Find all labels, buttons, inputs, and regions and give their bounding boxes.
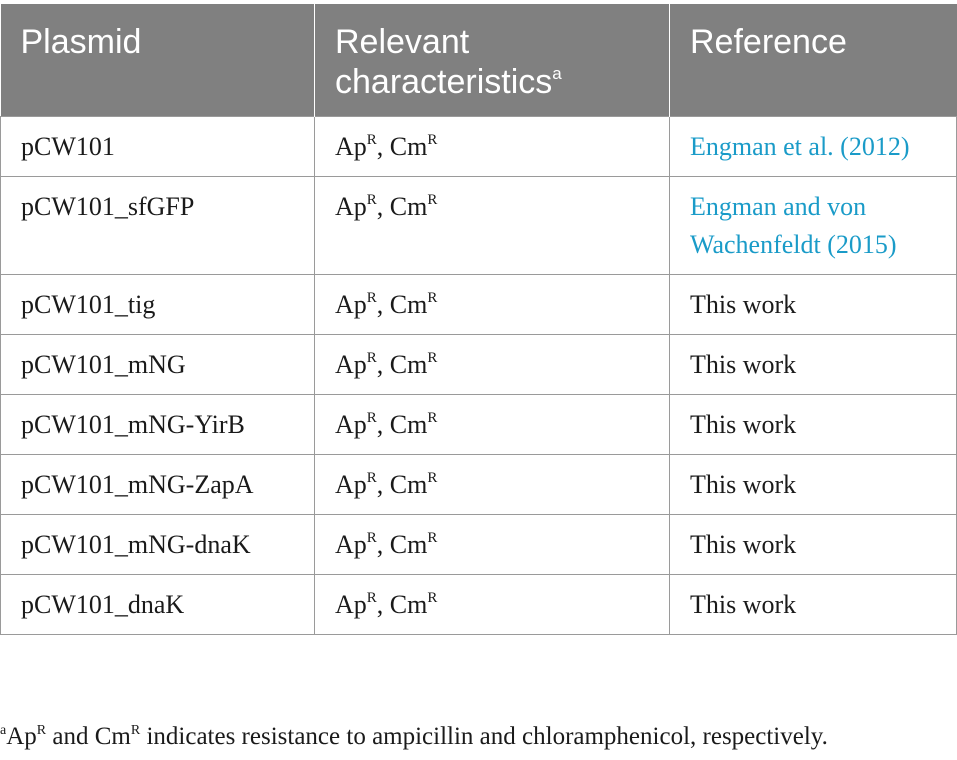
resistance-ap: Ap [335,290,367,319]
resistance-separator: , [376,192,390,221]
table-row [1,575,957,635]
resistance-separator: , [376,590,390,619]
resistance-cm-superscript: R [427,192,438,208]
characteristics-cell [315,335,670,395]
resistance-ap: Ap [335,192,367,221]
resistance-ap-superscript: R [366,410,377,426]
resistance-cm-superscript: R [427,590,438,606]
table-row [1,455,957,515]
resistance-ap-superscript: R [366,470,377,486]
resistance-ap-superscript: R [366,590,377,606]
plasmid-cell: pCW101_mNG-ZapA [1,455,315,515]
table-footnote [0,721,828,753]
plasmid-cell: pCW101 [1,117,315,177]
resistance-ap-superscript: R [366,350,377,366]
characteristics-cell [315,515,670,575]
header-row [1,4,957,117]
resistance-cm-superscript: R [427,290,438,306]
header-plasmid [1,4,315,117]
characteristics-cell [315,117,670,177]
footnote-mark: a [0,723,7,738]
reference-cell [670,335,957,395]
table-body [1,117,957,635]
characteristics-cell [315,275,670,335]
resistance-separator: , [376,132,390,161]
plasmid-cell: pCW101_sfGFP [1,177,315,275]
characteristics-cell [315,177,670,275]
table-row [1,515,957,575]
resistance-cm: Cm [389,470,428,499]
reference-text: This work [690,590,797,619]
resistance-cm: Cm [389,132,428,161]
reference-cell [670,575,957,635]
reference-text: This work [690,470,797,499]
header-reference [670,4,957,117]
resistance-cm: Cm [389,410,428,439]
footnote-ap: Ap [6,723,37,750]
table-row [1,177,957,275]
resistance-ap-superscript: R [366,132,377,148]
resistance-cm-superscript: R [427,350,438,366]
plasmid-table [0,4,957,635]
resistance-cm-superscript: R [427,470,438,486]
resistance-ap: Ap [335,132,367,161]
resistance-cm: Cm [389,530,428,559]
resistance-separator: , [376,470,390,499]
footnote-cm: Cm [94,723,131,750]
reference-text: This work [690,290,797,319]
footnote-text: indicates resistance to ampicillin and chloramphenicol, respectively. [140,723,828,750]
table-row [1,117,957,177]
footnote-cm-superscript: R [130,723,141,738]
resistance-ap: Ap [335,590,367,619]
header-footnote-mark: a [552,64,562,83]
header-plasmid-label: Plasmid [20,23,142,61]
footnote-ap-superscript: R [36,723,47,738]
characteristics-cell [315,395,670,455]
plasmid-cell: pCW101_mNG-dnaK [1,515,315,575]
reference-text: This work [690,530,797,559]
resistance-ap: Ap [335,530,367,559]
reference-cell [670,515,957,575]
plasmid-table-container [0,4,956,635]
characteristics-cell [315,575,670,635]
resistance-ap-superscript: R [366,530,377,546]
resistance-ap: Ap [335,350,367,379]
resistance-cm: Cm [389,192,428,221]
resistance-ap-superscript: R [366,290,377,306]
reference-cell [670,177,957,275]
resistance-ap: Ap [335,470,367,499]
table-row [1,395,957,455]
resistance-cm: Cm [389,290,428,319]
resistance-cm-superscript: R [427,132,438,148]
resistance-cm-superscript: R [427,530,438,546]
resistance-separator: , [376,350,390,379]
table-header [1,4,957,117]
reference-cell [670,275,957,335]
resistance-separator: , [376,290,390,319]
plasmid-cell: pCW101_mNG [1,335,315,395]
resistance-cm: Cm [389,590,428,619]
reference-link[interactable]: Engman and von Wachenfeldt (2015) [690,192,897,259]
resistance-separator: , [376,410,390,439]
table-row [1,275,957,335]
reference-link[interactable]: Engman et al. (2012) [690,132,910,161]
resistance-ap: Ap [335,410,367,439]
header-characteristics [315,4,670,117]
characteristics-cell [315,455,670,515]
plasmid-cell: pCW101_dnaK [1,575,315,635]
resistance-cm: Cm [389,350,428,379]
resistance-cm-superscript: R [427,410,438,426]
header-reference-label: Reference [690,23,847,61]
footnote-and: and [46,723,95,750]
reference-text: This work [690,410,797,439]
reference-text: This work [690,350,797,379]
resistance-ap-superscript: R [366,192,377,208]
reference-cell [670,117,957,177]
header-characteristics-label: Relevant characteristics [335,23,553,101]
table-row [1,335,957,395]
reference-cell [670,455,957,515]
plasmid-cell: pCW101_mNG-YirB [1,395,315,455]
reference-cell [670,395,957,455]
plasmid-cell: pCW101_tig [1,275,315,335]
resistance-separator: , [376,530,390,559]
